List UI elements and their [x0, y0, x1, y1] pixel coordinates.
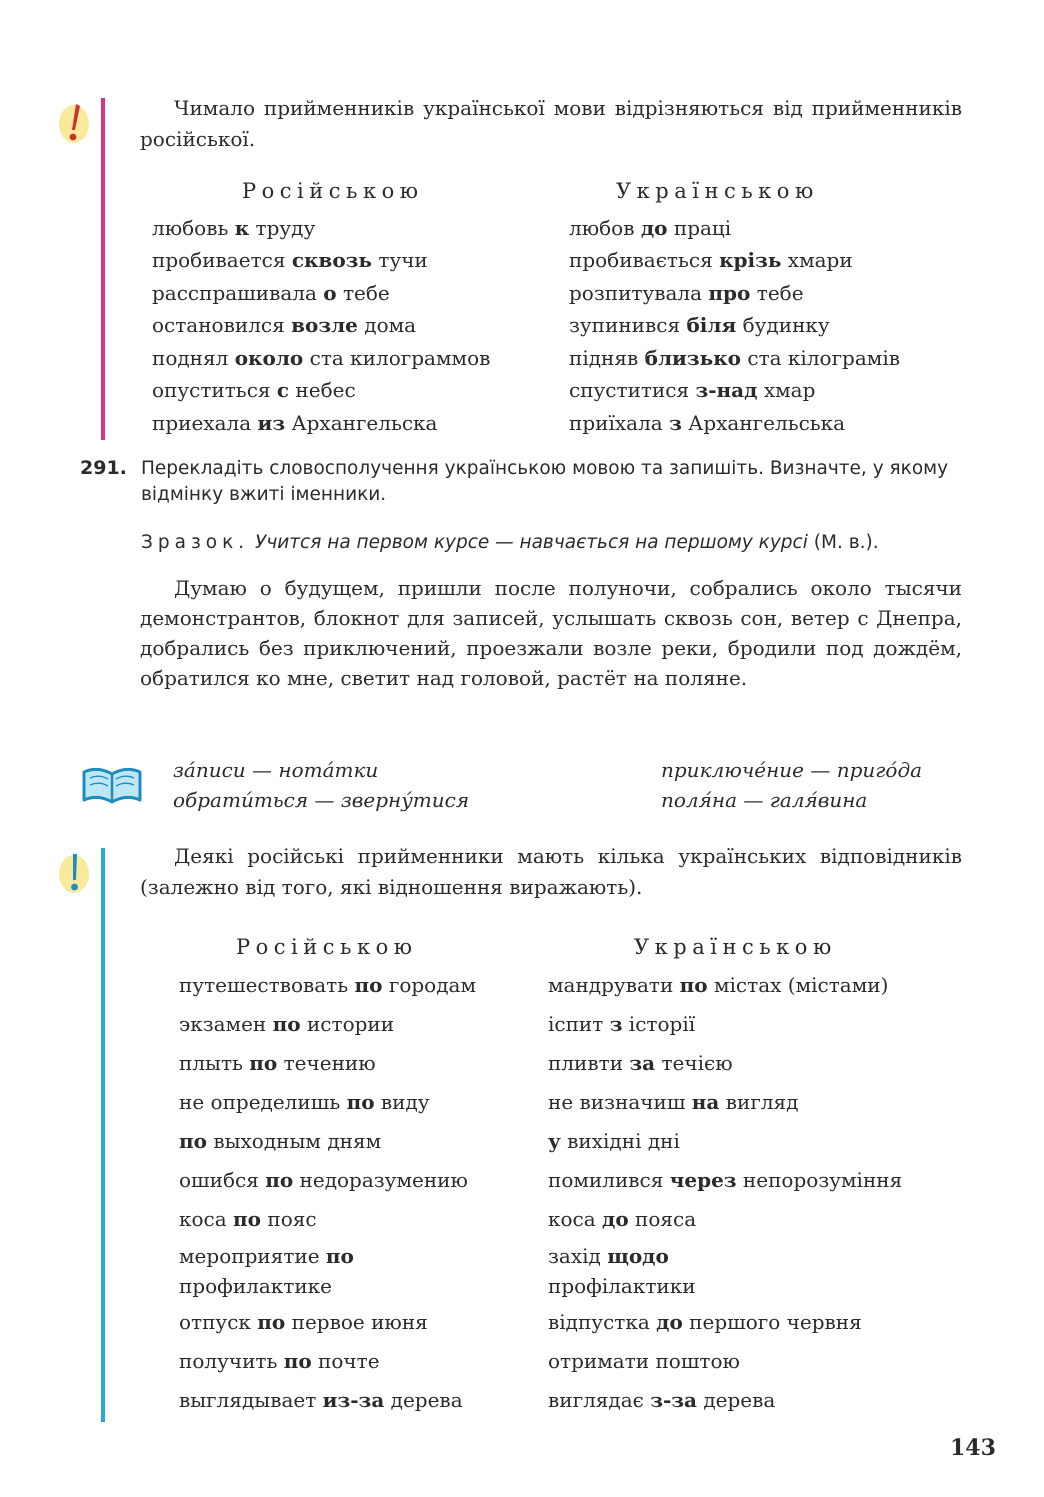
col-header-russian: Російською — [242, 179, 424, 203]
table-cell-uk: зупинився біля будинку — [569, 313, 830, 337]
table-cell-uk: пливти за течією — [548, 1051, 733, 1075]
table-cell-uk: підняв близько ста кілограмів — [569, 346, 900, 370]
col-header-russian: Російською — [236, 935, 418, 959]
table-cell-ru: остановился возле дома — [152, 313, 417, 337]
table-cell-uk: не визначиш на вигляд — [548, 1090, 799, 1114]
table-cell-ru: коса по пояс — [179, 1207, 317, 1231]
table-cell-ru: поднял около ста килограммов — [152, 346, 491, 370]
page-number: 143 — [950, 1435, 996, 1461]
exclamation-icon — [58, 848, 92, 898]
table-cell-ru: получить по почте — [179, 1349, 380, 1373]
table-cell-uk: виглядає з-за дерева — [548, 1388, 776, 1412]
accent-bar-cyan — [101, 848, 105, 1422]
table-cell-ru: путешествовать по городам — [179, 973, 476, 997]
table-cell-uk: любов до праці — [569, 216, 732, 240]
table-cell-uk: відпустка до першого червня — [548, 1310, 862, 1334]
exercise-sample — [141, 530, 971, 556]
table-cell-ru: по выходным дням — [179, 1129, 382, 1153]
table-cell-ru: опуститься с небес — [152, 378, 356, 402]
table-cell-uk: пробивається крізь хмари — [569, 248, 853, 272]
exercise-instruction: Перекладіть словосполучення українською мовою та запишіть. Визначте, у якому відмінку вжиті іменники. — [141, 458, 949, 505]
table-cell-ru: отпуск по первое июня — [179, 1310, 428, 1334]
open-book-icon — [80, 762, 144, 806]
table-cell-uk: у вихідні дні — [548, 1129, 680, 1153]
table-cell-ru: приехала из Архангельска — [152, 411, 438, 435]
rule-2-text: Деякі російські прийменники мають кілька українських відповідників (залежно від того, які відношення виражають). — [140, 844, 962, 899]
table-cell-uk: іспит з історії — [548, 1012, 696, 1036]
table-cell-uk: мандрувати по містах (містами) — [548, 973, 889, 997]
exclamation-icon — [58, 98, 92, 148]
table-cell-ru: мероприятие по профилактике — [179, 1244, 354, 1298]
col-header-ukrainian: Українською — [634, 935, 837, 959]
table-cell-ru: ошибся по недоразумению — [179, 1168, 468, 1192]
table-cell-uk: отримати поштою — [548, 1349, 740, 1373]
table-cell-uk: захід щодо профілактики — [548, 1244, 696, 1298]
accent-bar-magenta — [101, 98, 105, 440]
table-cell-ru: выглядывает из-за дерева — [179, 1388, 463, 1412]
table-cell-ru: расспрашивала о тебе — [152, 281, 390, 305]
sample-label: Зразок. — [141, 532, 250, 553]
table-cell-uk: помилився через непорозуміння — [548, 1168, 903, 1192]
table-cell-uk: розпитувала про тебе — [569, 281, 804, 305]
table-cell-uk: приїхала з Архангельська — [569, 411, 846, 435]
vocab-right-1: приключе́ние — приго́да — [661, 758, 923, 782]
rule-1-text: Чимало прийменників української мови відрізняються від прийменників російської. — [140, 96, 962, 151]
table-cell-ru: любовь к труду — [152, 216, 316, 240]
sample-case: (М. в.). — [813, 532, 879, 553]
exercise-text: Думаю о будущем, пришли после полуночи, собрались около тысячи демонстрантов, блокнот для записей, услышать сквозь сон, ветер с Днепра, добрались без приключений, проезжали возле реки, бродили под дождём, обратился ко мне, светит над головой, растёт на поляне. — [140, 576, 962, 690]
table-cell-uk: спуститися з-над хмар — [569, 378, 816, 402]
table-cell-ru: не определишь по виду — [179, 1090, 430, 1114]
table-cell-uk: коса до пояса — [548, 1207, 697, 1231]
vocab-right-2: поля́на — галя́вина — [661, 788, 868, 812]
table-cell-ru: пробивается сквозь тучи — [152, 248, 428, 272]
exercise-number: 291. — [80, 457, 127, 479]
vocab-left-2: обрати́ться — зверну́тися — [173, 788, 470, 812]
col-header-ukrainian: Українською — [616, 179, 819, 203]
vocab-left-1: за́писи — нота́тки — [173, 758, 379, 782]
table-cell-ru: экзамен по истории — [179, 1012, 395, 1036]
table-cell-ru: плыть по течению — [179, 1051, 376, 1075]
sample-example: Учится на первом курсе — навчається на першому курсі — [255, 532, 808, 553]
